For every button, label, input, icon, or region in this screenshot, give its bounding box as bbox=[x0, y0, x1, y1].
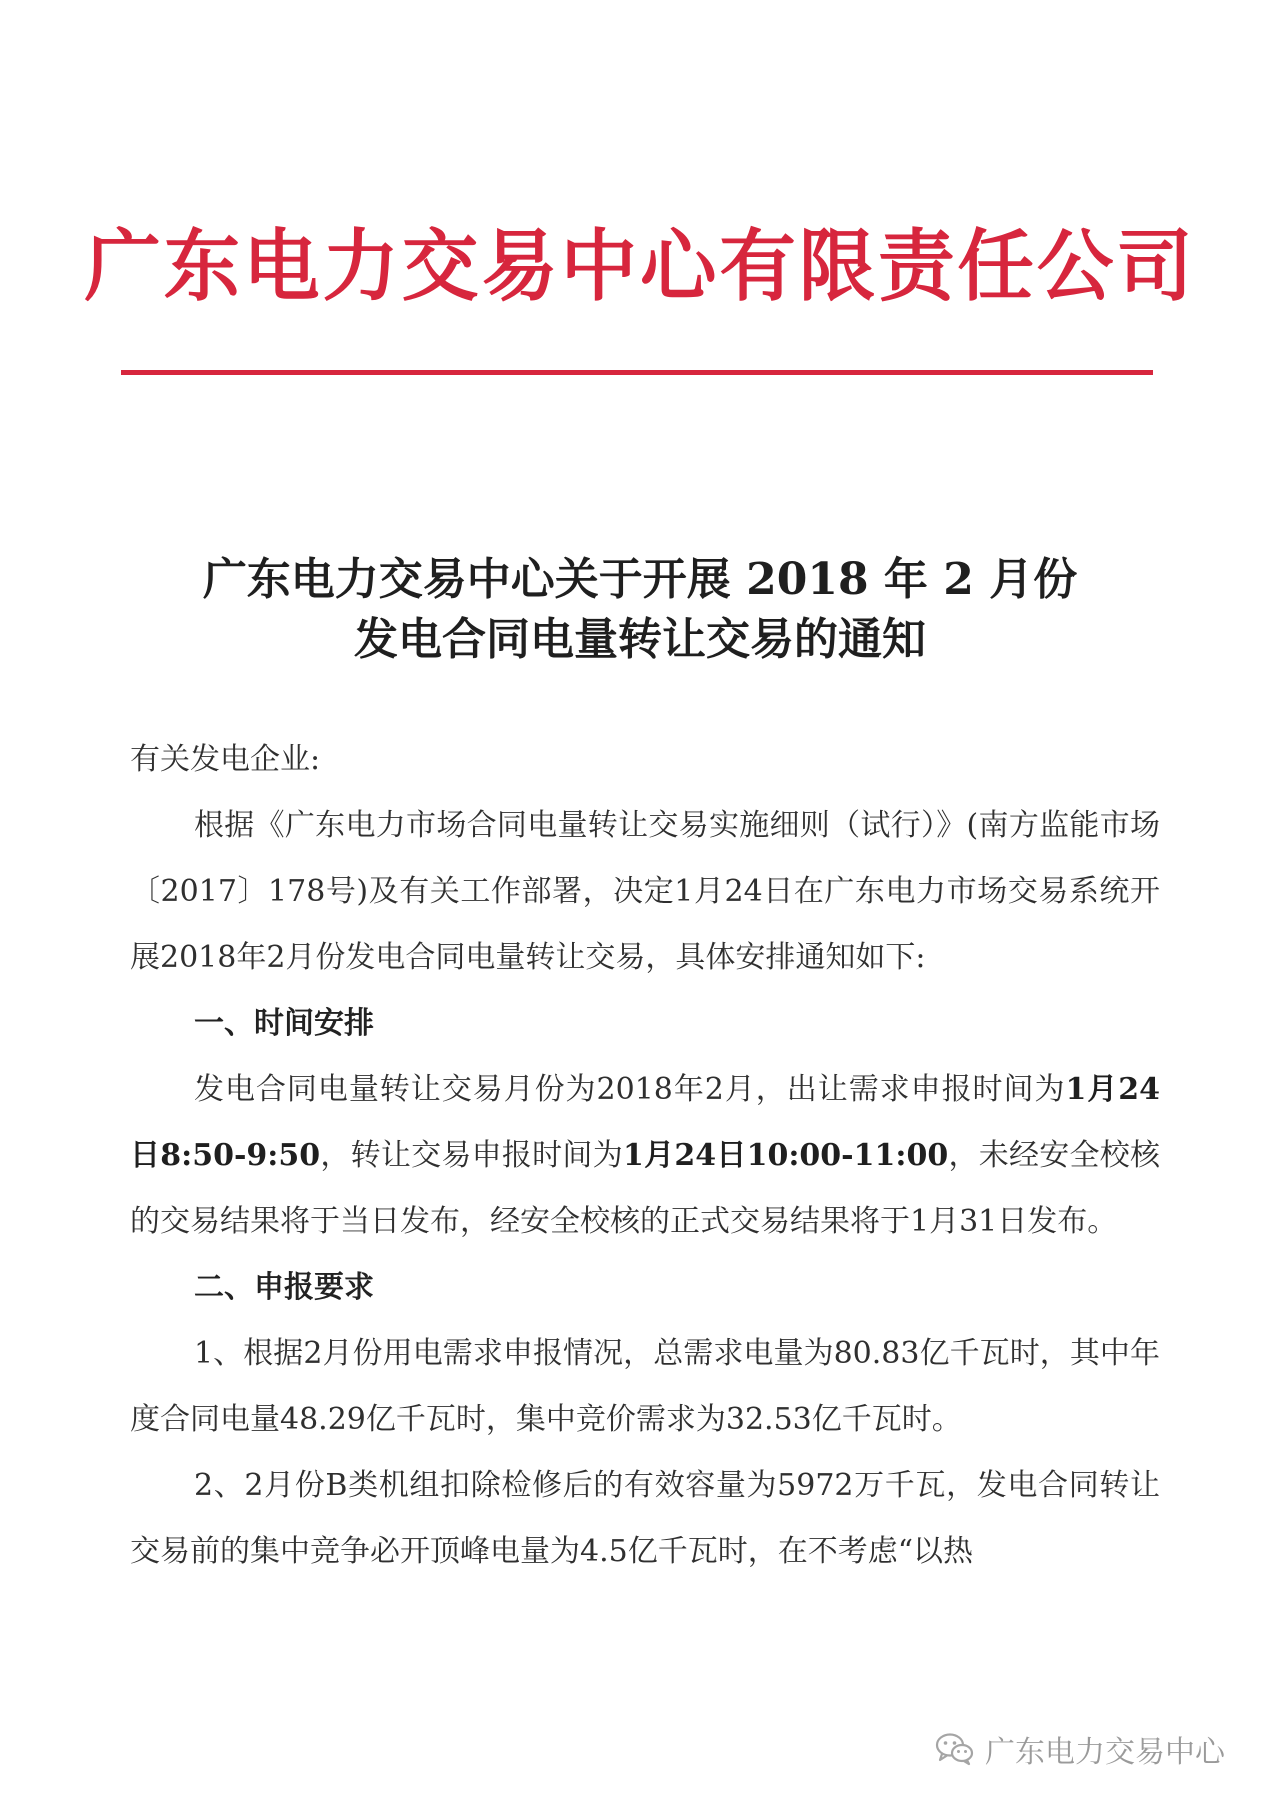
title-line-1: 广东电力交易中心关于开展 2018 年 2 月份 bbox=[202, 554, 1078, 605]
time-text-2: ，转让交易申报时间为 bbox=[320, 1138, 623, 1173]
time-paragraph bbox=[130, 1057, 1160, 1255]
section-heading-time: 一、时间安排 bbox=[194, 1006, 374, 1041]
red-divider-line bbox=[121, 370, 1153, 375]
company-name: 广东电力交易中心有限责任公司 bbox=[84, 222, 1196, 312]
section-heading-requirements: 二、申报要求 bbox=[194, 1270, 374, 1305]
requirement-item-1: 1、根据2月份用电需求申报情况，总需求电量为80.83亿千瓦时，其中年度合同电量48.29亿千瓦时，集中竞价需求为32.53亿千瓦时。 bbox=[130, 1336, 1160, 1437]
demand-window: 1月24日8:50-9:50 bbox=[130, 1072, 1161, 1173]
requirement-item-2: 2、2月份B类机组扣除检修后的有效容量为5972万千瓦，发电合同转让交易前的集中竞争必开顶峰电量为4.5亿千瓦时，在不考虑“以热 bbox=[130, 1468, 1160, 1569]
transfer-window: 1月24日10:00-11:00 bbox=[622, 1138, 949, 1173]
watermark-text: 广东电力交易中心 bbox=[985, 1735, 1225, 1770]
letterhead bbox=[84, 208, 1196, 326]
title-line-2: 发电合同电量转让交易的通知 bbox=[354, 614, 926, 665]
greeting: 有关发电企业: bbox=[130, 742, 321, 777]
watermark bbox=[935, 1727, 1225, 1771]
document-body bbox=[130, 727, 1160, 1585]
time-text-3: ，未经安全校核的交易结果将于当日发布，经安全校核的正式交易结果将于1月31日发布。 bbox=[130, 1138, 1161, 1239]
time-text-1: 发电合同电量转让交易月份为2018年2月，出让需求申报时间为 bbox=[194, 1072, 1066, 1107]
intro-paragraph: 根据《广东电力市场合同电量转让交易实施细则（试行）》(南方监能市场〔2017〕178号)及有关工作部署，决定1月24日在广东电力市场交易系统开展2018年2月份发电合同电量转让交易，具体安排通知如下: bbox=[130, 808, 1160, 975]
document-title bbox=[120, 550, 1160, 670]
wechat-icon bbox=[935, 1732, 975, 1766]
